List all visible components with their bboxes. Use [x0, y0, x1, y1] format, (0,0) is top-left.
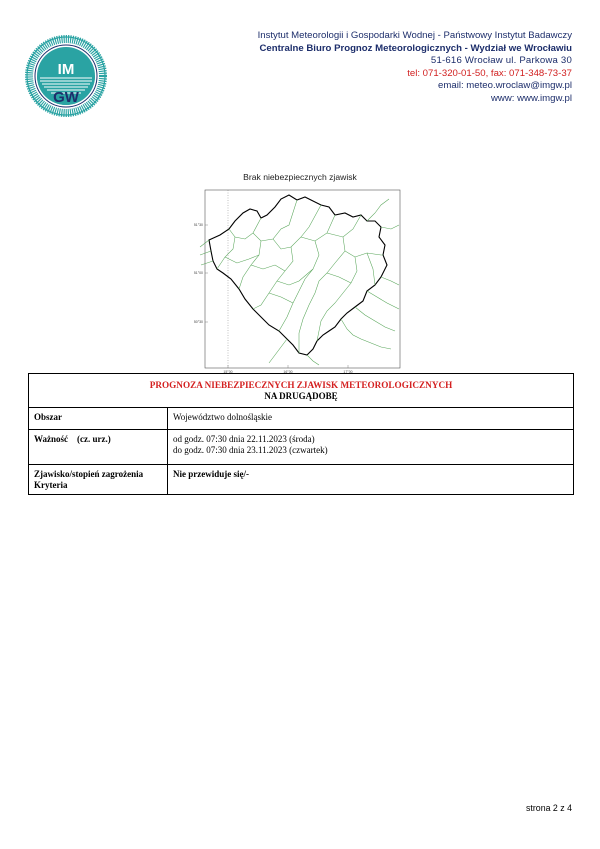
- tick-x-1: 15°00: [223, 370, 233, 374]
- phenomenon-label-line2: Kryteria: [34, 480, 68, 490]
- area-value: Województwo dolnośląskie: [173, 412, 273, 422]
- validity-label: Ważność (cz. urz.): [29, 430, 168, 464]
- table-row-validity: [29, 430, 573, 465]
- header-institute-name: Instytut Meteorologii i Gospodarki Wodnej - Państwowy Instytut Badawczy: [257, 30, 572, 41]
- area-label: Obszar: [29, 408, 168, 429]
- page-number: strona 2 z 4: [526, 803, 572, 813]
- header-address: 51-616 Wrocław ul. Parkowa 30: [430, 55, 572, 66]
- phenomenon-value: Nie przewiduje się/-: [173, 469, 249, 479]
- tick-x-2: 16°00: [283, 370, 293, 374]
- map-title: Brak niebezpiecznych zjawisk: [243, 172, 357, 182]
- forecast-subtitle: NA DRUGĄDOBĘ: [264, 390, 338, 401]
- logo-text-top: IM: [57, 61, 75, 78]
- forecast-table: [28, 373, 574, 495]
- tick-y-1: 51°30: [193, 223, 203, 227]
- institution-header: [258, 30, 572, 105]
- header-office-name: Centralne Biuro Prognoz Meteorologicznych - Wydział we Wrocławiu: [259, 42, 572, 54]
- tick-x-3: 17°00: [343, 370, 353, 374]
- table-row-area: [29, 408, 573, 430]
- validity-to: do godz. 07:30 dnia 23.11.2023 (czwartek): [173, 445, 328, 455]
- forecast-table-header: [29, 374, 573, 408]
- logo-text-bottom: GW: [53, 89, 79, 106]
- forecast-title: PROGNOZA NIEBEZPIECZNYCH ZJAWISK METEOROLOGICZNYCH: [149, 379, 453, 390]
- header-email: email: meteo.wroclaw@imgw.pl: [438, 80, 572, 91]
- tick-y-3: 50°30: [193, 320, 203, 324]
- phenomenon-label-line1: Zjawisko/stopień zagrożenia: [34, 469, 144, 479]
- warning-map: [195, 185, 405, 375]
- validity-from: od godz. 07:30 dnia 22.11.2023 (środa): [173, 434, 315, 444]
- header-phone-fax: tel: 071-320-01-50, fax: 071-348-73-37: [407, 67, 572, 79]
- table-row-phenomenon: [29, 465, 573, 494]
- header-website: www: www.imgw.pl: [490, 92, 572, 104]
- phenomenon-label: [29, 465, 168, 494]
- tick-y-2: 51°00: [193, 271, 203, 275]
- imgw-logo: [26, 36, 106, 116]
- validity-value: [168, 430, 573, 464]
